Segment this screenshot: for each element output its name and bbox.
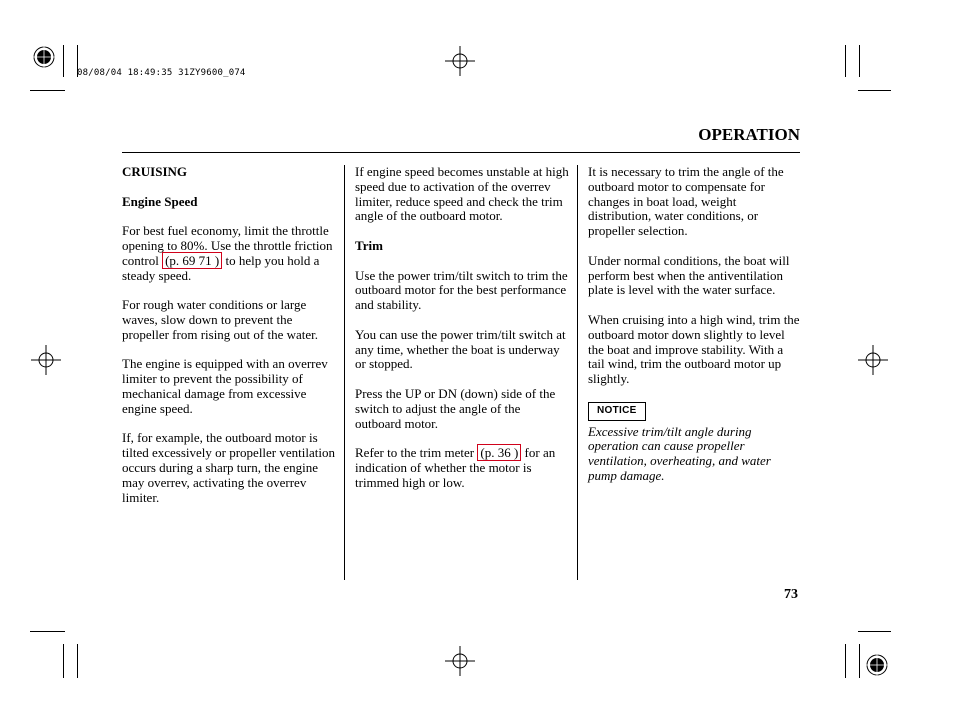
crosshair-icon (858, 345, 888, 375)
section-title: OPERATION (698, 125, 800, 144)
column-divider (577, 165, 578, 580)
paragraph: For rough water conditions or large waves, slow down to prevent the propeller from rising out of the water. (122, 297, 319, 342)
paragraph: Use the power trim/tilt switch to trim the outboard motor for the best performance and stability. (355, 267, 568, 313)
column-2 (355, 165, 569, 505)
crosshair-icon (445, 46, 475, 76)
paragraph: Under normal conditions, the boat will perform best when the antiventilation plate is level with the water surface. (588, 252, 790, 298)
page-number: 73 (784, 587, 798, 602)
column-1 (122, 165, 338, 520)
text: for an indication of whether the motor is trimmed high or low. (355, 445, 556, 490)
paragraph: You can use the power trim/tilt switch at any time, whether the boat is underway or stopped. (355, 326, 566, 372)
heading-cruising: CRUISING (122, 164, 188, 179)
paragraph: The engine is equipped with an overrev limiter to prevent the possibility of mechanical damage from excessive engine speed. (122, 356, 328, 416)
notice-text: Excessive trim/tilt angle during operation can cause propeller ventilation, overheating, and water pump damage. (588, 423, 771, 483)
text: For best fuel economy, limit the throttle opening to 80%. Use the throttle friction control (122, 223, 333, 268)
text: Refer to the trim meter (355, 445, 475, 461)
paragraph: When cruising into a high wind, trim the outboard motor down slightly to level the boat and improve stability. With a tail wind, trim the outboard motor up slightly. (588, 311, 800, 387)
subheading-engine-speed: Engine Speed (122, 193, 198, 209)
registration-mark-icon (866, 654, 888, 676)
paragraph: Press the UP or DN (down) side of the switch to adjust the angle of the outboard motor. (355, 385, 556, 431)
registration-mark-icon (33, 46, 55, 68)
page-reference-link[interactable]: (p. 69 71 ) (162, 252, 222, 269)
column-divider (344, 165, 345, 580)
crop-mark (845, 45, 846, 77)
crop-mark (30, 631, 65, 632)
crop-mark (858, 631, 891, 632)
crop-mark (858, 90, 891, 91)
crop-mark (859, 644, 860, 678)
notice-box (588, 402, 802, 484)
print-stamp: 08/08/04 18:49:35 31ZY9600_074 (77, 68, 246, 78)
paragraph: It is necessary to trim the angle of the outboard motor to compensate for changes in boat load, weight distribution, water conditions, or propeller selection. (588, 164, 784, 239)
page-reference-link[interactable]: (p. 36 ) (477, 444, 521, 461)
crop-mark (63, 644, 64, 678)
header-rule (122, 152, 800, 153)
crosshair-icon (31, 345, 61, 375)
crop-mark (77, 644, 78, 678)
paragraph (122, 224, 338, 283)
crosshair-icon (445, 646, 475, 676)
crop-mark (845, 644, 846, 678)
crop-mark (63, 45, 64, 77)
text: to help you hold a steady speed. (122, 252, 320, 283)
paragraph: If, for example, the outboard motor is tilted excessively or propeller ventilation occurs during a sharp turn, the engine may overrev, activating the overrev limiter. (122, 430, 335, 505)
paragraph (355, 446, 569, 490)
paragraph: If engine speed becomes unstable at high speed due to activation of the overrev limiter, reduce speed and check the trim angle of the outboard motor. (355, 164, 569, 224)
notice-label: NOTICE (588, 402, 646, 421)
crop-mark (859, 45, 860, 77)
heading-trim: Trim (355, 237, 383, 253)
crop-mark (30, 90, 65, 91)
column-3 (588, 165, 802, 484)
